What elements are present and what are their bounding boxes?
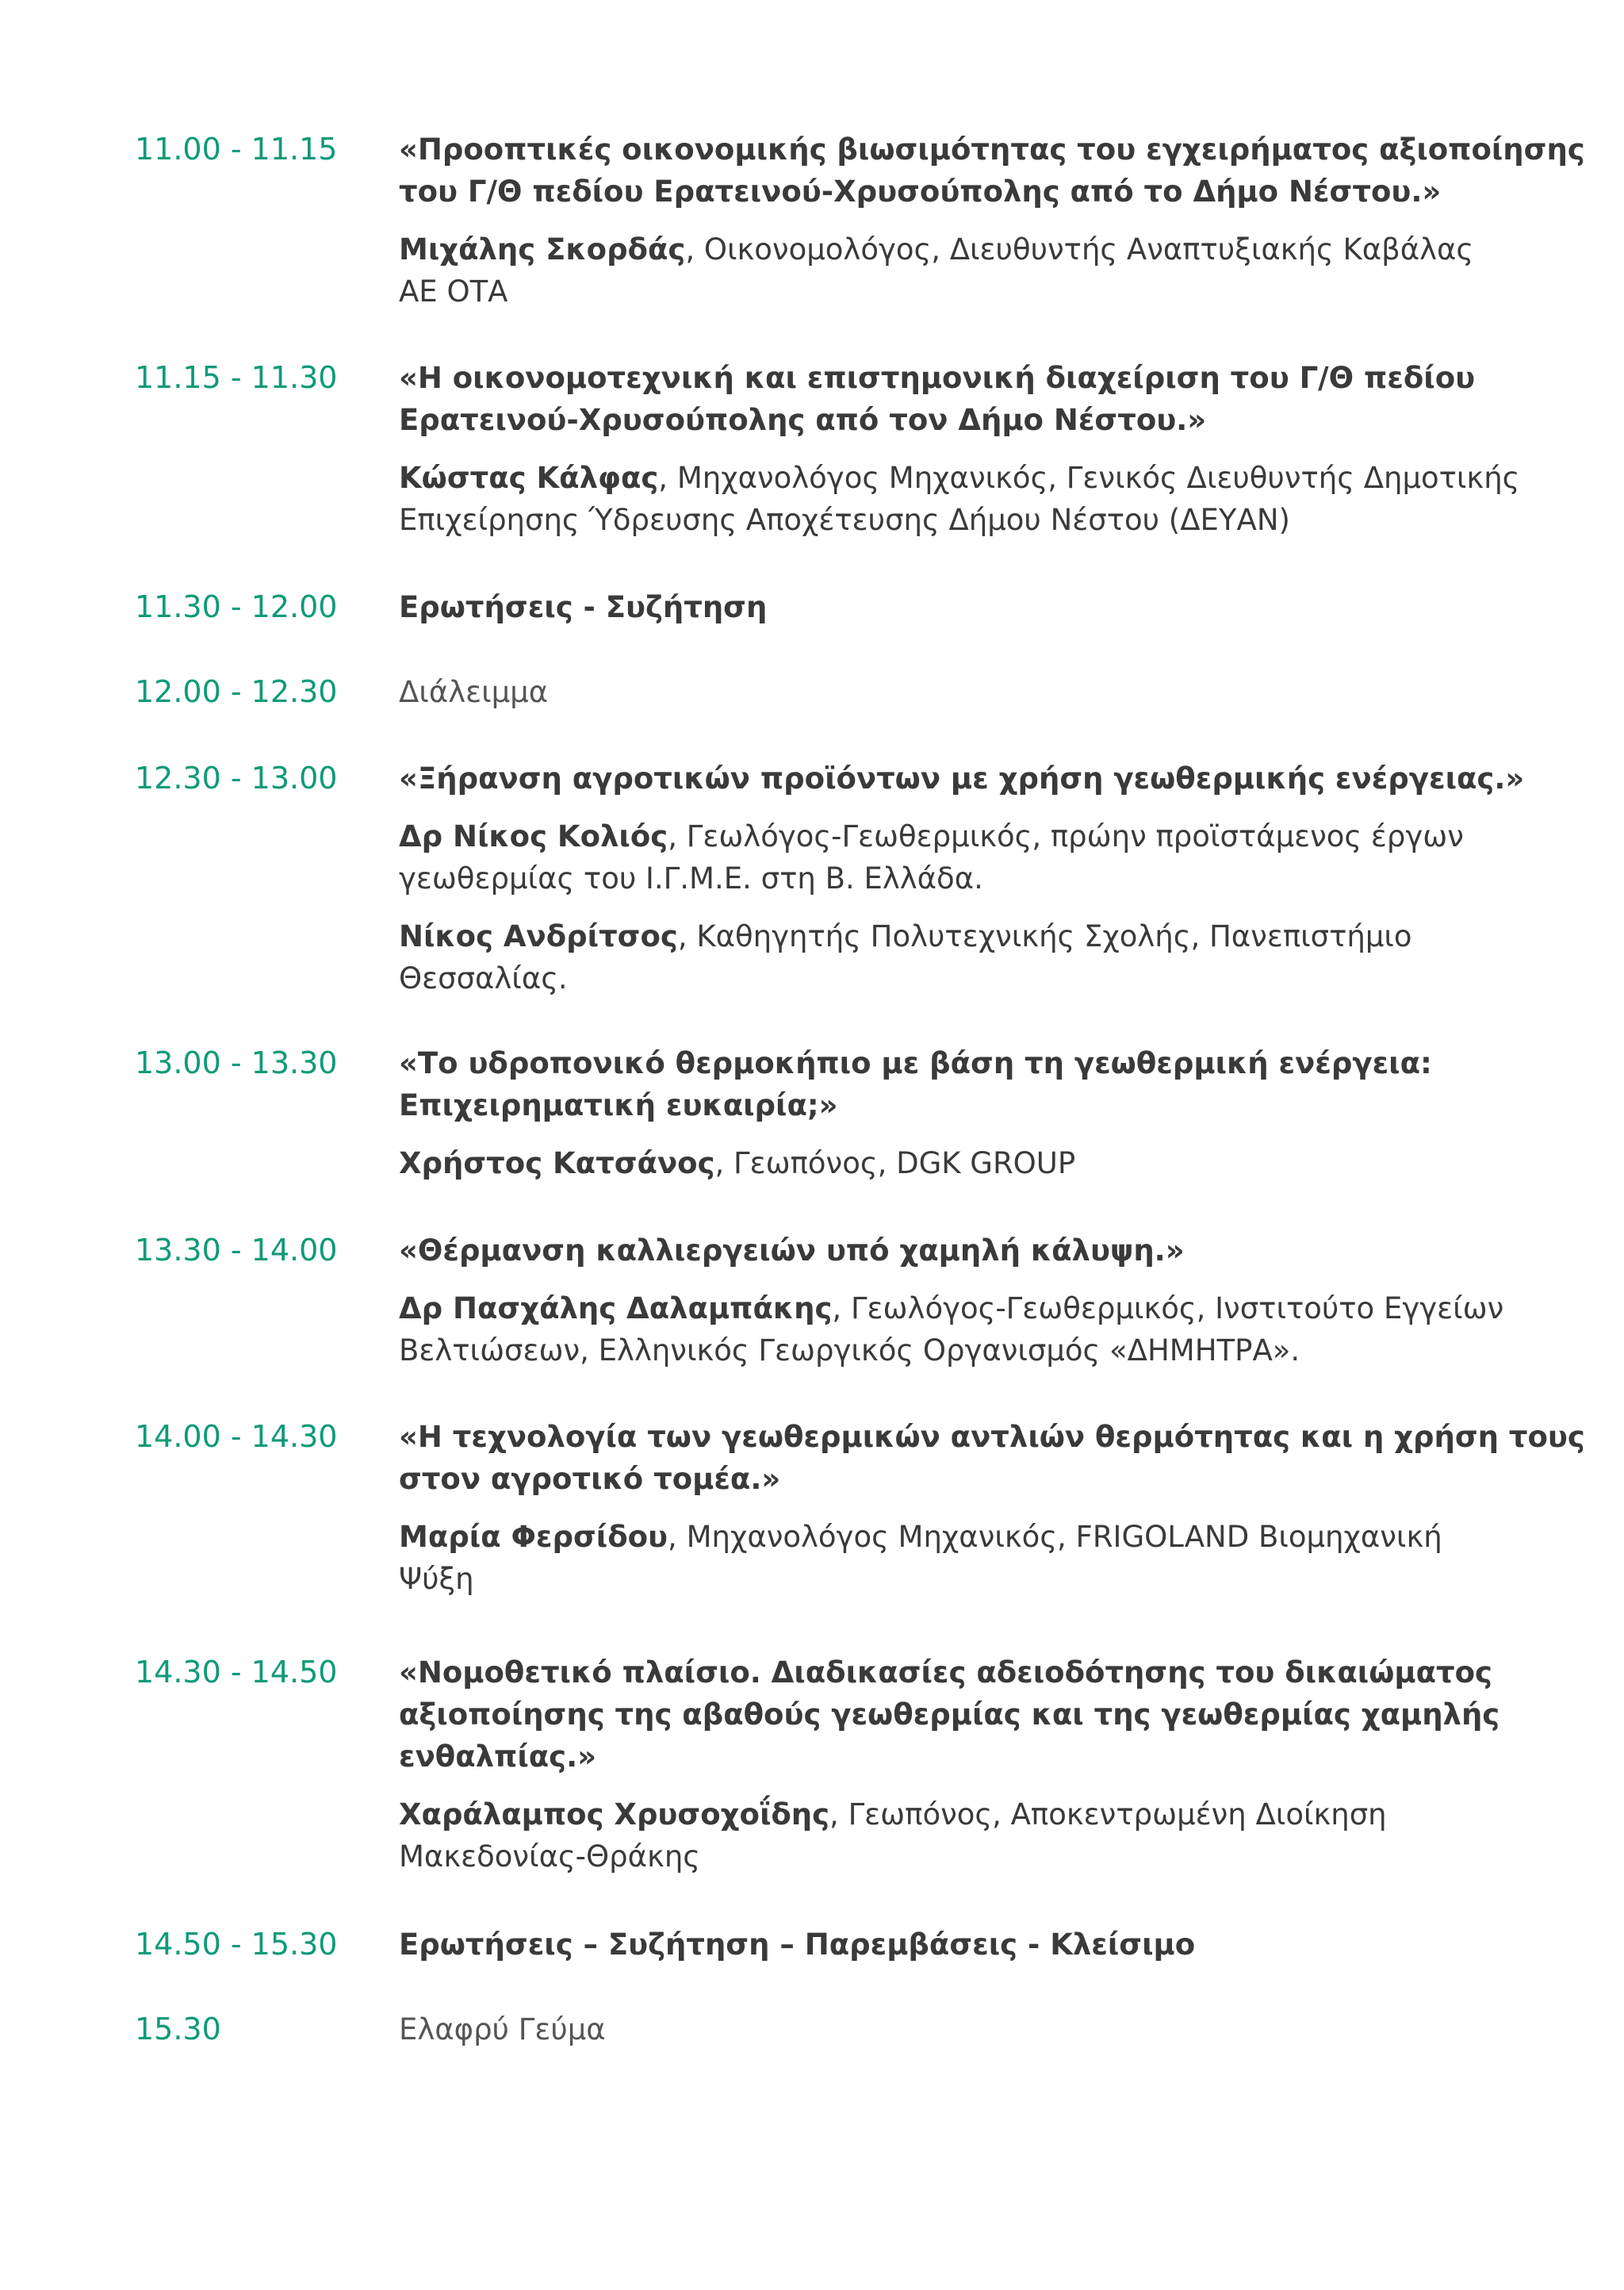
speaker	[399, 1516, 1501, 1600]
speaker-role: , Μηχανολόγος Μηχανικός, Γενικός Διευθυντής Δημοτικής	[658, 461, 1520, 495]
time-slot: 11.15 - 11.30	[135, 360, 338, 395]
time-slot: 11.30 - 12.00	[135, 589, 338, 624]
time-slot: 14.30 - 14.50	[135, 1655, 338, 1690]
speaker-name: Νίκος Ανδρίτσος	[399, 919, 678, 953]
session-title	[399, 586, 1501, 628]
talk-title	[399, 1042, 1501, 1126]
talk-title-line: «Ξήρανση αγροτικών προϊόντων με χρήση γεωθερμικής ενέργειας.»	[399, 761, 1525, 796]
speaker-role: , Καθηγητής Πολυτεχνικής Σχολής, Πανεπιστήμιο	[677, 919, 1412, 953]
talk-title	[399, 758, 1525, 800]
speaker-name: Δρ Πασχάλης Δαλαμπάκης	[399, 1291, 833, 1325]
speaker	[399, 915, 1501, 999]
item-content	[399, 357, 1520, 541]
time-slot: 15.30	[135, 2012, 221, 2046]
speaker-role: γεωθερμίας του Ι.Γ.Μ.Ε. στη Β. Ελλάδα.	[399, 861, 983, 896]
talk-title-line: ενθαλπίας.»	[399, 1740, 597, 1774]
talk-title	[399, 129, 1585, 213]
speaker-role: Θεσσαλίας.	[399, 961, 568, 995]
talk-title	[399, 1229, 1501, 1272]
session-title-line: Ερωτήσεις - Συζήτηση	[399, 590, 768, 624]
item-content	[399, 129, 1585, 313]
item-content	[399, 1924, 1501, 1966]
session-title-line: Ερωτήσεις – Συζήτηση – Παρεμβάσεις - Κλείσιμο	[399, 1928, 1196, 1962]
speaker-name: Μιχάλης Σκορδάς	[399, 232, 686, 267]
talk-title-line: «Η οικονομοτεχνική και επιστημονική διαχείριση του Γ/Θ πεδίου	[399, 361, 1476, 395]
break-label: Διάλειμμα	[399, 675, 549, 709]
time-slot: 13.00 - 13.30	[135, 1045, 338, 1080]
talk-title-line: «Προοπτικές οικονομικής βιωσιμότητας του εγχειρήματος αξιοποίησης	[399, 132, 1585, 167]
time-slot: 14.50 - 15.30	[135, 1927, 338, 1962]
talk-title-line: Ερατεινού-Χρυσούπολης από τον Δήμο Νέστου.»	[399, 403, 1207, 437]
talk-title-line: Επιχειρηματική ευκαιρία;»	[399, 1088, 838, 1122]
speaker-name: Μαρία Φερσίδου	[399, 1520, 668, 1554]
speaker-role: Βελτιώσεων, Ελληνικός Γεωργικός Οργανισμός «ΔΗΜΗΤΡΑ».	[399, 1333, 1300, 1367]
speaker-role: , Γεωπόνος, Αποκεντρωμένη Διοίκηση	[829, 1797, 1387, 1832]
item-content	[399, 1229, 1504, 1371]
time-slot: 12.30 - 13.00	[135, 761, 338, 796]
speaker	[399, 1287, 1504, 1371]
talk-title-line: αξιοποίησης της αβαθούς γεωθερμίας και της γεωθερμίας χαμηλής	[399, 1697, 1500, 1732]
speaker-role: , Γεωλόγος-Γεωθερμικός, Ινστιτούτο Εγγείων	[832, 1291, 1504, 1325]
speaker-role: Μακεδονίας-Θράκης	[399, 1839, 701, 1874]
talk-title-line: «Η τεχνολογία των γεωθερμικών αντλιών θερμότητας και η χρήση τους	[399, 1420, 1585, 1454]
time-slot: 14.00 - 14.30	[135, 1419, 338, 1454]
item-content	[399, 758, 1525, 999]
talk-title-line: του Γ/Θ πεδίου Ερατεινού-Χρυσούπολης από το Δήμο Νέστου.»	[399, 175, 1442, 209]
item-content	[399, 671, 1501, 713]
speaker-name: Χαράλαμπος Χρυσοχοΐδης	[399, 1797, 830, 1832]
session-title	[399, 1924, 1501, 1966]
item-content	[399, 2008, 1501, 2050]
speaker-role: , Μηχανολόγος Μηχανικός, FRIGOLAND Βιομηχανική	[668, 1520, 1442, 1554]
item-content	[399, 1651, 1501, 1878]
time-slot: 11.00 - 11.15	[135, 132, 338, 167]
speaker-name: Δρ Νίκος Κολιός	[399, 819, 668, 853]
talk-title-line: «Θέρμανση καλλιεργειών υπό χαμηλή κάλυψη.»	[399, 1233, 1185, 1268]
talk-title	[399, 357, 1501, 441]
speaker-name: Χρήστος Κατσάνος	[399, 1146, 715, 1180]
time-slot: 13.30 - 14.00	[135, 1233, 338, 1268]
talk-title-line: «Νομοθετικό πλαίσιο. Διαδικασίες αδειοδότησης του δικαιώματος	[399, 1655, 1492, 1690]
speaker-role: Επιχείρησης Ύδρευσης Αποχέτευσης Δήμου Νέστου (ΔΕΥΑΝ)	[399, 503, 1290, 537]
lunch-label: Ελαφρύ Γεύμα	[399, 2012, 606, 2046]
speaker-role: Ψύξη	[399, 1562, 474, 1596]
item-content	[399, 586, 1501, 628]
speaker	[399, 1142, 1501, 1184]
speaker-role: , Γεωπόνος, DGK GROUP	[714, 1146, 1076, 1180]
speaker	[399, 1793, 1501, 1878]
talk-title	[399, 1416, 1585, 1500]
speaker-name: Κώστας Κάλφας	[399, 461, 659, 495]
speaker-role: , Γεωλόγος-Γεωθερμικός, πρώην προϊστάμενος έργων	[668, 819, 1464, 853]
speaker	[399, 815, 1501, 900]
talk-title-line: στον αγροτικό τομέα.»	[399, 1462, 781, 1496]
speaker	[399, 228, 1501, 313]
speaker	[399, 457, 1520, 541]
speaker-role: , Οικονομολόγος, Διευθυντής Αναπτυξιακής Καβάλας	[685, 232, 1474, 267]
item-content	[399, 1416, 1585, 1600]
talk-title	[399, 1651, 1501, 1778]
speaker-role: ΑΕ ΟΤΑ	[399, 274, 508, 309]
talk-title-line: «Το υδροπονικό θερμοκήπιο με βάση τη γεωθερμική ενέργεια:	[399, 1046, 1432, 1080]
item-content	[399, 1042, 1501, 1184]
time-slot: 12.00 - 12.30	[135, 674, 338, 709]
